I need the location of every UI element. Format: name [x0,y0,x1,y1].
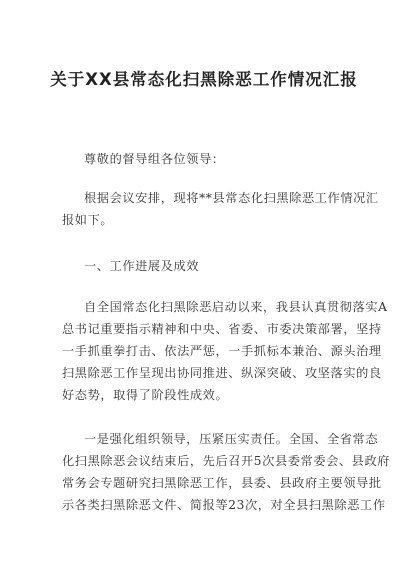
salutation [62,148,372,170]
section-heading [62,255,372,277]
salutation-line: 尊敬的督导组各位领导： [84,152,225,166]
document-title: 关于XX县常态化扫黑除恶工作情况汇报 [50,70,358,89]
paragraph-line: 扫黑除恶工作呈现出协同推进、纵深突破、攻坚落实的良 [62,366,382,380]
paragraph-line: 化扫黑除恶会议结束后，先后召开5次县委常委会、县政府 [62,454,391,468]
paragraph-line: 总书记重要指示精神和中央、省委、市委决策部署，坚持 [62,322,382,336]
intro-line: 根据会议安排，现将**县常态化扫黑除恶工作情况汇 [84,191,379,205]
paragraph-line: 好态势，取得了阶段性成效。 [62,388,229,402]
paragraph-line: 自全国常态化扫黑除恶启动以来，我县认真贯彻落实A [84,300,388,314]
paragraph-line: 一是强化组织领导，压紧压实责任。全国、全省常态 [84,432,379,446]
paragraph-line: 一手抓重拳打击、依法严惩，一手抓标本兼治、源头治理 [62,344,382,358]
intro-line: 报如下。 [62,213,114,227]
paragraph-progress [62,296,388,406]
intro-paragraph [62,187,379,231]
section-heading-text: 一、工作进展及成效 [84,259,200,273]
paragraph-line: 常务会专题研究扫黑除恶工作，县委、县政府主要领导批 [62,476,382,490]
paragraph-line: 示各类扫黑除恶文件、简报等23次，对全县扫黑除恶工作 [62,498,386,512]
paragraph-leadership [62,428,391,516]
